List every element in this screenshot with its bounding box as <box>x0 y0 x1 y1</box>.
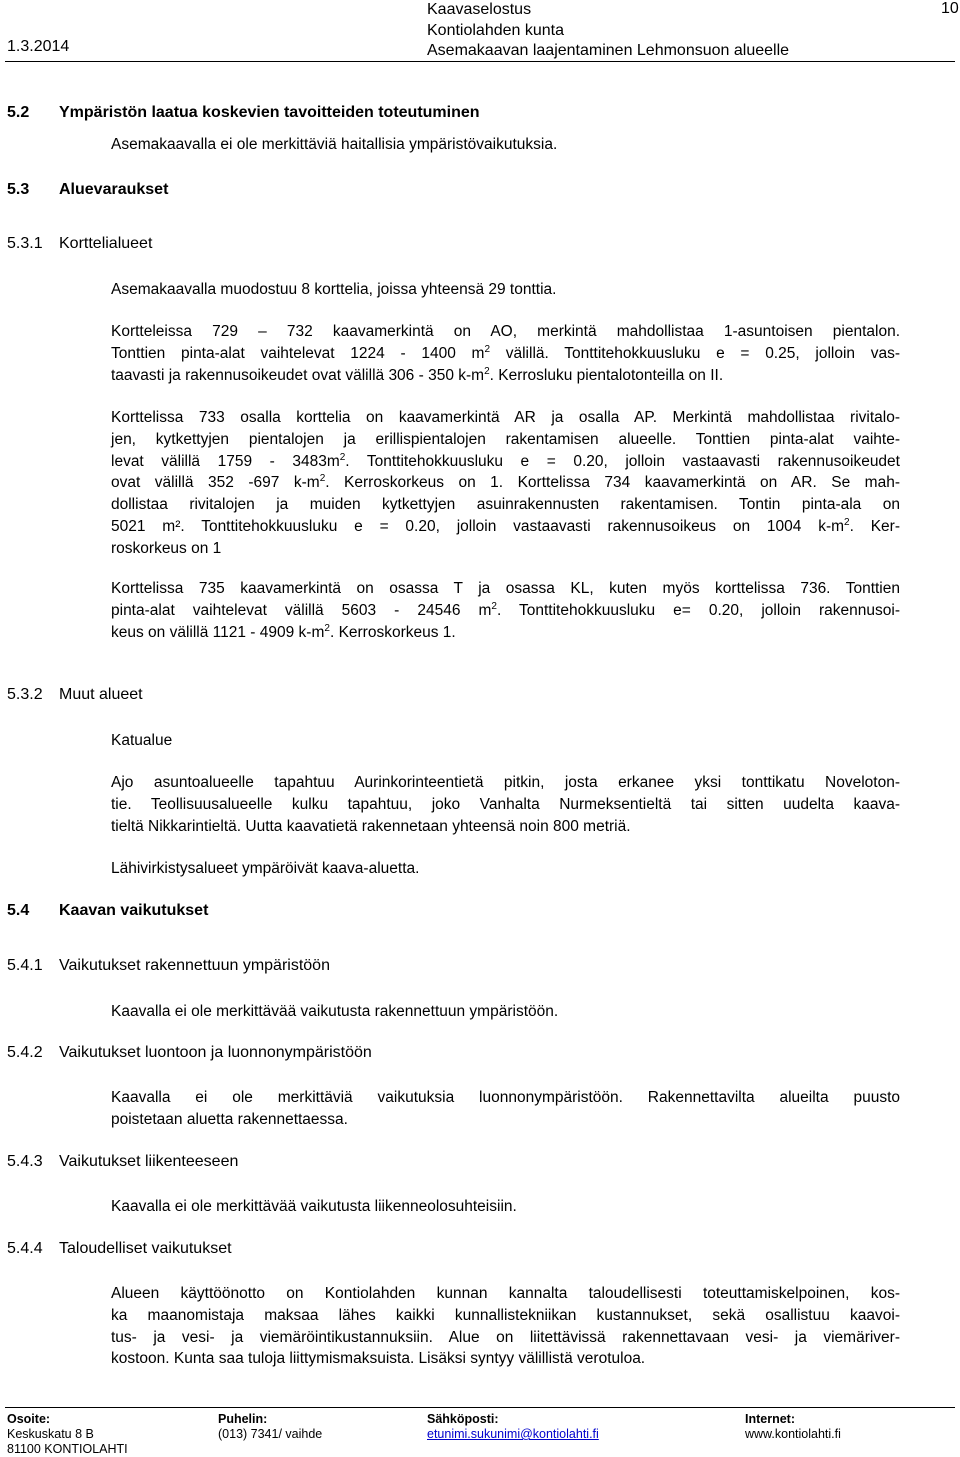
text-line: Lähivirkistysalueet ympäröivät kaava-aluetta. <box>111 860 420 877</box>
paragraph <box>111 772 900 837</box>
text-line: Kortteleissa 729 – 732 kaavamerkintä on AO, merkintä mahdollistaa 1-asuntoisen pientalon. <box>111 323 900 340</box>
text-line: jen, kytkettyjen pientalojen ja erillispientalojen rakentamisen alueelle. Tonttien pinta-alat vaihte- <box>111 430 900 448</box>
paragraph <box>111 134 900 156</box>
footer-web <box>745 1412 841 1442</box>
text-line: Kaavalla ei ole merkittävää vaikutusta liikenneolosuhteisiin. <box>111 1198 517 1215</box>
superscript: 2 <box>324 622 330 634</box>
text-line: kostoon. Kunta saa tuloja liittymismaksuista. Lisäksi syntyy välillistä verotuloa. <box>111 1350 646 1368</box>
paragraph <box>111 407 900 560</box>
paragraph <box>111 1283 900 1370</box>
superscript: 2 <box>484 343 491 355</box>
text-line: Asemakaavalla muodostuu 8 korttelia, joissa yhteensä 29 tonttia. <box>111 281 557 298</box>
footer-value: 81100 KONTIOLAHTI <box>7 1442 128 1456</box>
text-line: Asemakaavalla ei ole merkittäviä haitallisia ympäristövaikutuksia. <box>111 136 558 153</box>
footer-label: Osoite: <box>7 1412 51 1426</box>
text-line: roskorkeus on 1 <box>111 539 222 557</box>
section-title: Ympäristön laatua koskevien tavoitteiden toteutuminen <box>59 104 480 121</box>
footer-address <box>7 1412 128 1457</box>
text-fragment: Tonttien pinta-alat vaihtelevat 1224 - 1400 m <box>111 344 485 362</box>
section-title: Muut alueet <box>59 686 143 703</box>
footer-value: (013) 7341/ vaihde <box>218 1427 323 1441</box>
section-number: 5.3.2 <box>7 686 43 703</box>
superscript: 2 <box>844 516 850 528</box>
header-organization: Kontiolahden kunta <box>427 21 564 39</box>
section-number: 5.4.3 <box>7 1153 43 1170</box>
text-fragment: taavasti ja rakennusoikeudet ovat välillä 306 - 350 k-m <box>111 366 485 384</box>
section-title: Kaavan vaikutukset <box>59 902 209 919</box>
superscript: 2 <box>484 365 490 377</box>
text-line <box>111 472 900 494</box>
section-heading-5-3-1 <box>7 235 152 253</box>
section-heading-5-4-2 <box>7 1044 372 1062</box>
text-fragment: . Tonttitehokkuusluku e = 0.20, jolloin vastaavasti rakennusoikeudet <box>345 452 900 470</box>
footer-divider <box>5 1407 955 1408</box>
paragraph <box>111 1001 900 1023</box>
text-line: Katualue <box>111 732 173 749</box>
section-title: Vaikutukset luontoon ja luonnonympäristöön <box>59 1044 372 1061</box>
text-line: Kaavalla ei ole merkittävää vaikutusta rakennettuun ympäristöön. <box>111 1003 559 1020</box>
footer-label: Sähköposti: <box>427 1412 499 1426</box>
footer-value: Keskuskatu 8 B <box>7 1427 94 1441</box>
footer-label: Internet: <box>745 1412 795 1426</box>
section-number: 5.3 <box>7 181 30 198</box>
text-line <box>111 365 900 387</box>
section-title: Korttelialueet <box>59 235 153 252</box>
text-line <box>111 343 900 365</box>
section-heading-5-4-3 <box>7 1153 238 1171</box>
text-fragment: . Ker- <box>849 517 900 535</box>
header-info <box>427 0 789 62</box>
section-heading-5-3 <box>7 181 168 199</box>
section-number: 5.4.1 <box>7 957 43 974</box>
text-line: Korttelissa 735 kaavamerkintä on osassa T ja osassa KL, kuten myös korttelissa 736. Tonttien <box>111 580 900 597</box>
paragraph <box>111 578 900 643</box>
text-fragment: . Kerroskorkeus 1. <box>329 623 456 641</box>
superscript: 2 <box>491 600 497 612</box>
footer-email <box>427 1412 599 1442</box>
text-line: Alueen käyttöönotto on Kontiolahden kunnan kannalta taloudellisesti toteuttamiskelpoinen, kos- <box>111 1285 900 1302</box>
section-number: 5.4 <box>7 902 30 919</box>
text-fragment: pinta-alat vaihtelevat välillä 5603 - 24546 m <box>111 601 492 619</box>
text-line <box>111 622 900 644</box>
header-date: 1.3.2014 <box>7 38 70 55</box>
text-line: tieltä Nikkarintieltä. Uutta kaavatietä rakennetaan yhteensä noin 800 metriä. <box>111 817 631 835</box>
paragraph <box>111 1196 900 1218</box>
header-project: Asemakaavan laajentaminen Lehmonsuon alueelle <box>427 42 790 59</box>
footer-phone <box>218 1412 322 1442</box>
text-fragment: keus on välillä 1121 - 4909 k-m <box>111 623 325 641</box>
section-heading-5-4 <box>7 902 208 920</box>
email-link[interactable]: etunimi.sukunimi@kontiolahti.fi <box>427 1427 599 1441</box>
section-heading-5-2 <box>7 104 480 122</box>
footer-label: Puhelin: <box>218 1412 268 1426</box>
text-line: tus- ja vesi- ja viemäröintikustannuksiin. Alue on liitettävissä rakennettavaan vesi- ja viemäriver- <box>111 1328 900 1346</box>
text-fragment: levat välillä 1759 - 3483m <box>111 452 340 470</box>
section-title: Aluevaraukset <box>59 181 169 198</box>
paragraph <box>111 858 900 880</box>
text-fragment: . Tonttitehokkuusluku e= 0.20, jolloin rakennusoi- <box>496 601 900 619</box>
superscript: 2 <box>339 451 346 463</box>
superscript: 2 <box>319 473 326 485</box>
section-number: 5.3.1 <box>7 235 43 252</box>
section-title: Vaikutukset liikenteeseen <box>59 1153 239 1170</box>
text-line: dollistaa rivitalojen ja muiden kytkettyjen asuinrakennusten rakentamisen. Tontin pinta-ala on <box>111 496 900 514</box>
text-line <box>111 451 900 473</box>
section-heading-5-4-1 <box>7 957 330 975</box>
text-line <box>111 600 900 622</box>
paragraph <box>111 279 900 301</box>
section-number: 5.4.4 <box>7 1240 43 1257</box>
page-number: 10 <box>941 0 959 17</box>
text-line: Korttelissa 733 osalla korttelia on kaavamerkintä AR ja osalla AP. Merkintä mahdollistaa rivitalo- <box>111 409 900 426</box>
text-line: tie. Teollisuusalueelle kulku tapahtuu, joko Vanhalta Nurmeksentieltä tai sitten uudelta kaava- <box>111 795 900 813</box>
header-doc-type: Kaavaselostus <box>427 1 532 18</box>
header-divider <box>5 61 955 62</box>
text-line: ka maanomistaja maksaa lähes kaikki kunnallistekniikan kustannukset, sekä osallistuu kaavoi- <box>111 1306 900 1324</box>
section-heading-5-4-4 <box>7 1240 232 1258</box>
text-line <box>111 516 900 538</box>
text-fragment: välillä. Tonttitehokkuusluku e = 0.25, jolloin vas- <box>490 344 901 362</box>
paragraph <box>111 1087 900 1131</box>
text-line: Ajo asuntoalueelle tapahtuu Aurinkorinteentietä pitkin, josta erkanee yksi tonttikatu Noveloton- <box>111 774 900 791</box>
text-fragment: ovat välillä 352 -697 k-m <box>111 474 320 492</box>
paragraph <box>111 321 900 386</box>
section-number: 5.2 <box>7 104 30 121</box>
section-heading-5-3-2 <box>7 686 143 704</box>
section-title: Taloudelliset vaikutukset <box>59 1240 232 1257</box>
section-title: Vaikutukset rakennettuun ympäristöön <box>59 957 330 974</box>
web-link[interactable]: www.kontiolahti.fi <box>745 1427 841 1441</box>
section-number: 5.4.2 <box>7 1044 43 1061</box>
text-fragment: . Kerrosluku pientalotonteilla on II. <box>489 366 724 384</box>
text-line: poistetaan aluetta rakennettaessa. <box>111 1110 348 1128</box>
text-line: Kaavalla ei ole merkittäviä vaikutuksia luonnonympäristöön. Rakennettavilta alueilta puusto <box>111 1089 900 1106</box>
subheading-katualue <box>111 730 900 752</box>
text-fragment: . Kerroskorkeus on 1. Korttelissa 734 kaavamerkintä on AR. Se mah- <box>325 474 900 492</box>
text-fragment: 5021 m². Tonttitehokkuusluku e = 0.20, jolloin vastaavasti rakennusoikeus on 1004 k-m <box>111 517 845 535</box>
